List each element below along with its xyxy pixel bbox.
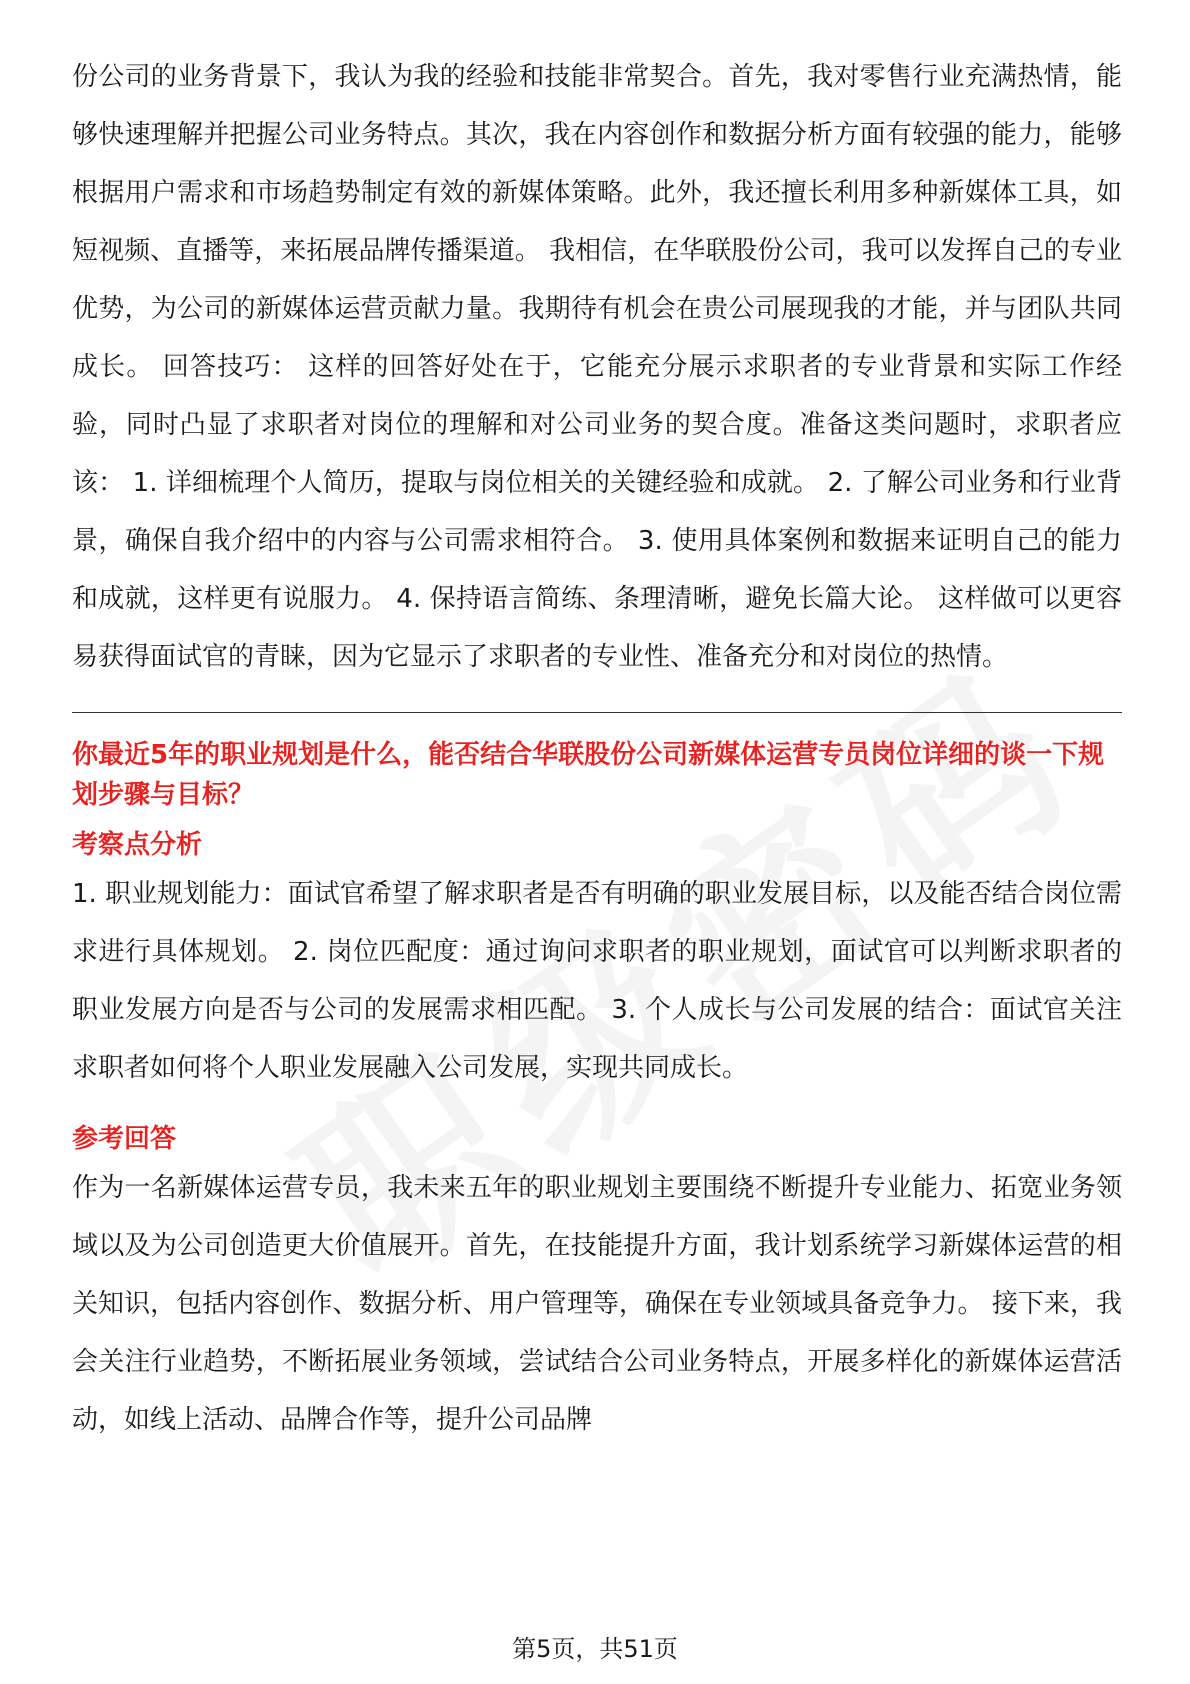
analysis-body: 1. 职业规划能力：面试官希望了解求职者是否有明确的职业发展目标，以及能否结合岗位需求进行具体规划。 2. 岗位匹配度：通过询问求职者的职业规划，面试官可以判断求职者的职业发展方向是否与公司的发展需求相匹配。 3. 个人成长与公司发展的结合：面试官关注求职者如何将个人职业发展融入公司发展，实现共同成长。 (72, 879, 1122, 1083)
answer-body: 作为一名新媒体运营专员，我未来五年的职业规划主要围绕不断提升专业能力、拓宽业务领域以及为公司创造更大价值展开。首先，在技能提升方面，我计划系统学习新媒体运营的相关知识，包括内容创作、数据分析、用户管理等，确保在专业领域具备竞争力。 接下来，我会关注行业趋势，不断拓展业务领域，尝试结合公司业务特点，开展多样化的新媒体运营活动，如线上活动、品牌合作等，提升公司品牌 (72, 1173, 1122, 1435)
analysis-title: 考察点分析 (72, 830, 203, 860)
section-divider (72, 712, 1122, 713)
page-content (72, 48, 1122, 1449)
page-footer: 第5页，共51页 (512, 1635, 678, 1663)
answer-title: 参考回答 (72, 1124, 177, 1154)
question-heading: 你最近5年的职业规划是什么，能否结合华联股份公司新媒体运营专员岗位详细的谈一下规划步骤与目标？ (72, 740, 1105, 810)
intro-paragraph: 份公司的业务背景下，我认为我的经验和技能非常契合。首先，我对零售行业充满热情，能够快速理解并把握公司业务特点。其次，我在内容创作和数据分析方面有较强的能力，能够根据用户需求和市场趋势制定有效的新媒体策略。此外，我还擅长利用多种新媒体工具，如短视频、直播等，来拓展品牌传播渠道。 我相信，在华联股份公司，我可以发挥自己的专业优势，为公司的新媒体运营贡献力量。我期待有机会在贵公司展现我的才能，并与团队共同成长。 回答技巧： 这样的回答好处在于，它能充分展示求职者的专业背景和实际工作经验，同时凸显了求职者对岗位的理解和对公司业务的契合度。准备这类问题时，求职者应该： 1. 详细梳理个人简历，提取与岗位相关的关键经验和成就。 2. 了解公司业务和行业背景，确保自我介绍中的内容与公司需求相符合。 3. 使用具体案例和数据来证明自己的能力和成就，这样更有说服力。 4. 保持语言简练、条理清晰，避免长篇大论。 这样做可以更容易获得面试官的青睐，因为它显示了求职者的专业性、准备充分和对岗位的热情。 (72, 62, 1122, 672)
